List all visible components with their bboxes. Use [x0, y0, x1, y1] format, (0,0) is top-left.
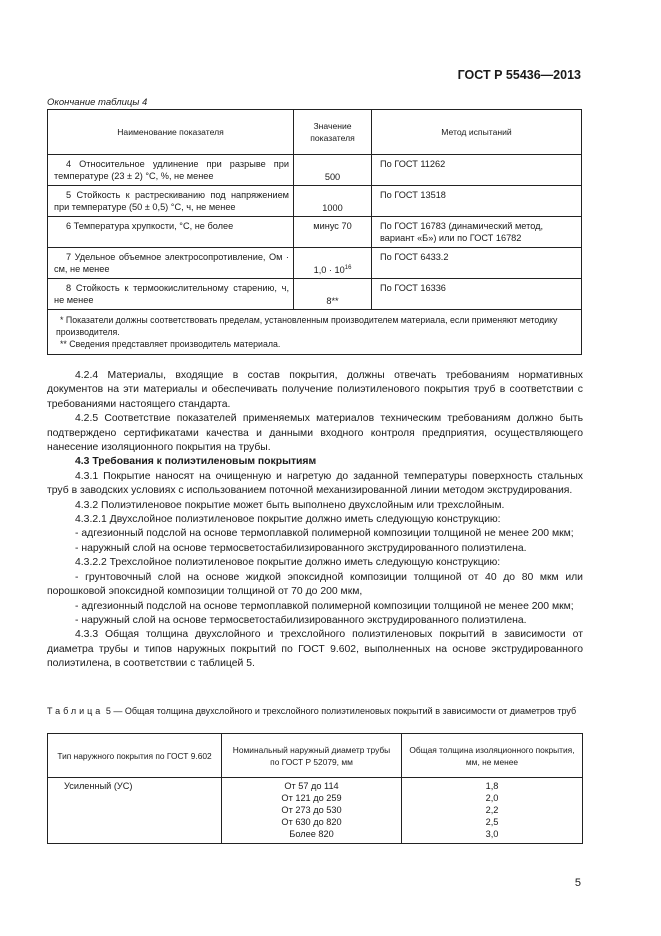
table5-cell-type: Усиленный (УС) [48, 778, 222, 844]
list-item: - грунтовочный слой на основе жидкой эпоксидной композиции толщиной от 40 до 80 мкм или порошковой эпоксидной композиции толщиной от 70 до 200 мкм, [47, 571, 583, 598]
list-item: - адгезионный подслой на основе термоплавкой полимерной композиции толщиной не менее 200 мкм; [75, 600, 574, 612]
table5-header-diameter: Номинальный наружный диаметр трубы по ГОСТ Р 52079, мм [222, 734, 402, 778]
paragraph-4-3-1: 4.3.1 Покрытие наносят на очищенную и нагретую до заданной температуры поверхность стальных труб в заводских условиях с использованием поточной механизированной линии методом экструдирования. [47, 470, 583, 497]
table4-header-value: Значение показателя [294, 110, 372, 155]
thickness-item: 1,8 [485, 781, 499, 791]
table4-header-method: Метод испытаний [372, 110, 582, 155]
table5-cell-diameters [222, 778, 402, 844]
list-item: - адгезионный подслой на основе термоплавкой полимерной композиции толщиной не менее 200 мкм; [75, 528, 574, 540]
table4-cell-name: 7 Удельное объемное электросопротивление, Ом · см, не менее [48, 248, 294, 279]
table4-cell-name: 6 Температура хрупкости, °С, не более [48, 217, 294, 248]
table4-cell-method: По ГОСТ 6433.2 [372, 248, 582, 279]
value-mantissa: 1,0 · 10 [313, 265, 345, 275]
table-row [48, 248, 582, 279]
list-item: - наружный слой на основе термосветостабилизированного экструдированного полиэтилена. [75, 614, 527, 626]
table4-cell-method: По ГОСТ 13518 [372, 186, 582, 217]
table5-header-thickness: Общая толщина изоляционного покрытия, мм, не менее [402, 734, 583, 778]
table4-cell-method: По ГОСТ 16336 [372, 279, 582, 310]
value-exponent: 16 [344, 265, 352, 271]
section-heading-4-3: 4.3 Требования к полиэтиленовым покрытиям [75, 456, 317, 468]
paragraph-4-3-2: 4.3.2 Полиэтиленовое покрытие может быть выполнено двухслойным или трехслойным. [75, 499, 505, 511]
table4-cell-name: 8 Стойкость к термоокислительному старению, ч, не менее [48, 279, 294, 310]
table5-caption-label: Таблица [47, 706, 104, 716]
table4-cell-method: По ГОСТ 11262 [372, 155, 582, 186]
table-row [48, 217, 582, 248]
table-row [48, 186, 582, 217]
table4-cell-value: 8** [294, 279, 372, 310]
paragraph-4-3-2-2: 4.3.2.2 Трехслойное полиэтиленовое покрытие должно иметь следующую конструкцию: [75, 557, 501, 569]
diameter-item: От 121 до 259 [281, 793, 342, 803]
paragraph-4-2-5: 4.2.5 Соответствие показателей применяемых материалов техническим требованиям должно быть подтверждено сертификатами качества и данными входного контроля предприятия, осуществляющего нанесение изоляционного покрытия на трубы. [47, 413, 583, 454]
table4-cell-value: 1000 [294, 186, 372, 217]
paragraph-4-2-4: 4.2.4 Материалы, входящие в состав покрытия, должны отвечать требованиям нормативных документов на эти материалы и обеспечивать получение полиэтиленового покрытия труб в соответствии с требованиями настоящего стандарта. [47, 370, 583, 410]
page-number: 5 [574, 877, 581, 889]
table4-cell-value: 500 [294, 155, 372, 186]
thickness-item: 2,5 [485, 817, 499, 827]
diameter-item: От 273 до 530 [281, 805, 342, 815]
diameter-item: Более 820 [289, 829, 334, 839]
diameter-item: От 57 до 114 [284, 781, 339, 791]
table4-cell-name: 4 Относительное удлинение при разрыве при температуре (23 ± 2) °С, %, не менее [48, 155, 294, 186]
table4-note-2: ** Сведения представляет производитель материала. [60, 339, 281, 349]
table4-caption: Окончание таблицы 4 [47, 97, 148, 108]
paragraph-4-3-3: 4.3.3 Общая толщина двухслойного и трехслойного полиэтиленовых покрытий в зависимости от диаметра трубы и типов наружных покрытий по ГОСТ 9.602, выполненных на основе экструдированного полиэтилена, в соответствии с таблицей 5. [47, 629, 583, 670]
body-text [47, 369, 583, 672]
table4-notes [48, 310, 582, 355]
table4-note-1: * Показатели должны соответствовать пределам, установленным производителем материала, если применяют методику производителя. [56, 315, 558, 337]
table5-header-type: Тип наружного покрытия по ГОСТ 9.602 [48, 734, 222, 778]
table5-caption [47, 705, 583, 717]
table-row [48, 778, 583, 844]
table-4 [47, 109, 582, 355]
document-header: ГОСТ Р 55436—2013 [457, 68, 581, 82]
thickness-item: 3,0 [485, 829, 499, 839]
table5-caption-text: 5 — Общая толщина двухслойного и трехслойного полиэтиленовых покрытий в зависимости от диаметров труб [105, 706, 577, 716]
paragraph-4-3-2-1: 4.3.2.1 Двухслойное полиэтиленовое покрытие должно иметь следующую конструкцию: [75, 514, 501, 526]
diameter-item: От 630 до 820 [281, 817, 342, 827]
thickness-item: 2,2 [485, 805, 499, 815]
thickness-item: 2,0 [485, 793, 499, 803]
table4-header-name: Наименование показателя [48, 110, 294, 155]
table-5 [47, 733, 583, 844]
table5-cell-thicknesses [402, 778, 583, 844]
table-row [48, 279, 582, 310]
table4-cell-value [294, 248, 372, 279]
table-row [48, 155, 582, 186]
list-item: - наружный слой на основе термосветостабилизированного экструдированного полиэтилена. [75, 542, 527, 554]
table4-cell-value: минус 70 [294, 217, 372, 248]
table4-cell-method: По ГОСТ 16783 (динамический метод, вариант «Б») или по ГОСТ 16782 [372, 217, 582, 248]
table4-cell-name: 5 Стойкость к растрескиванию под напряжением при температуре (50 ± 0,5) °С, ч, не менее [48, 186, 294, 217]
